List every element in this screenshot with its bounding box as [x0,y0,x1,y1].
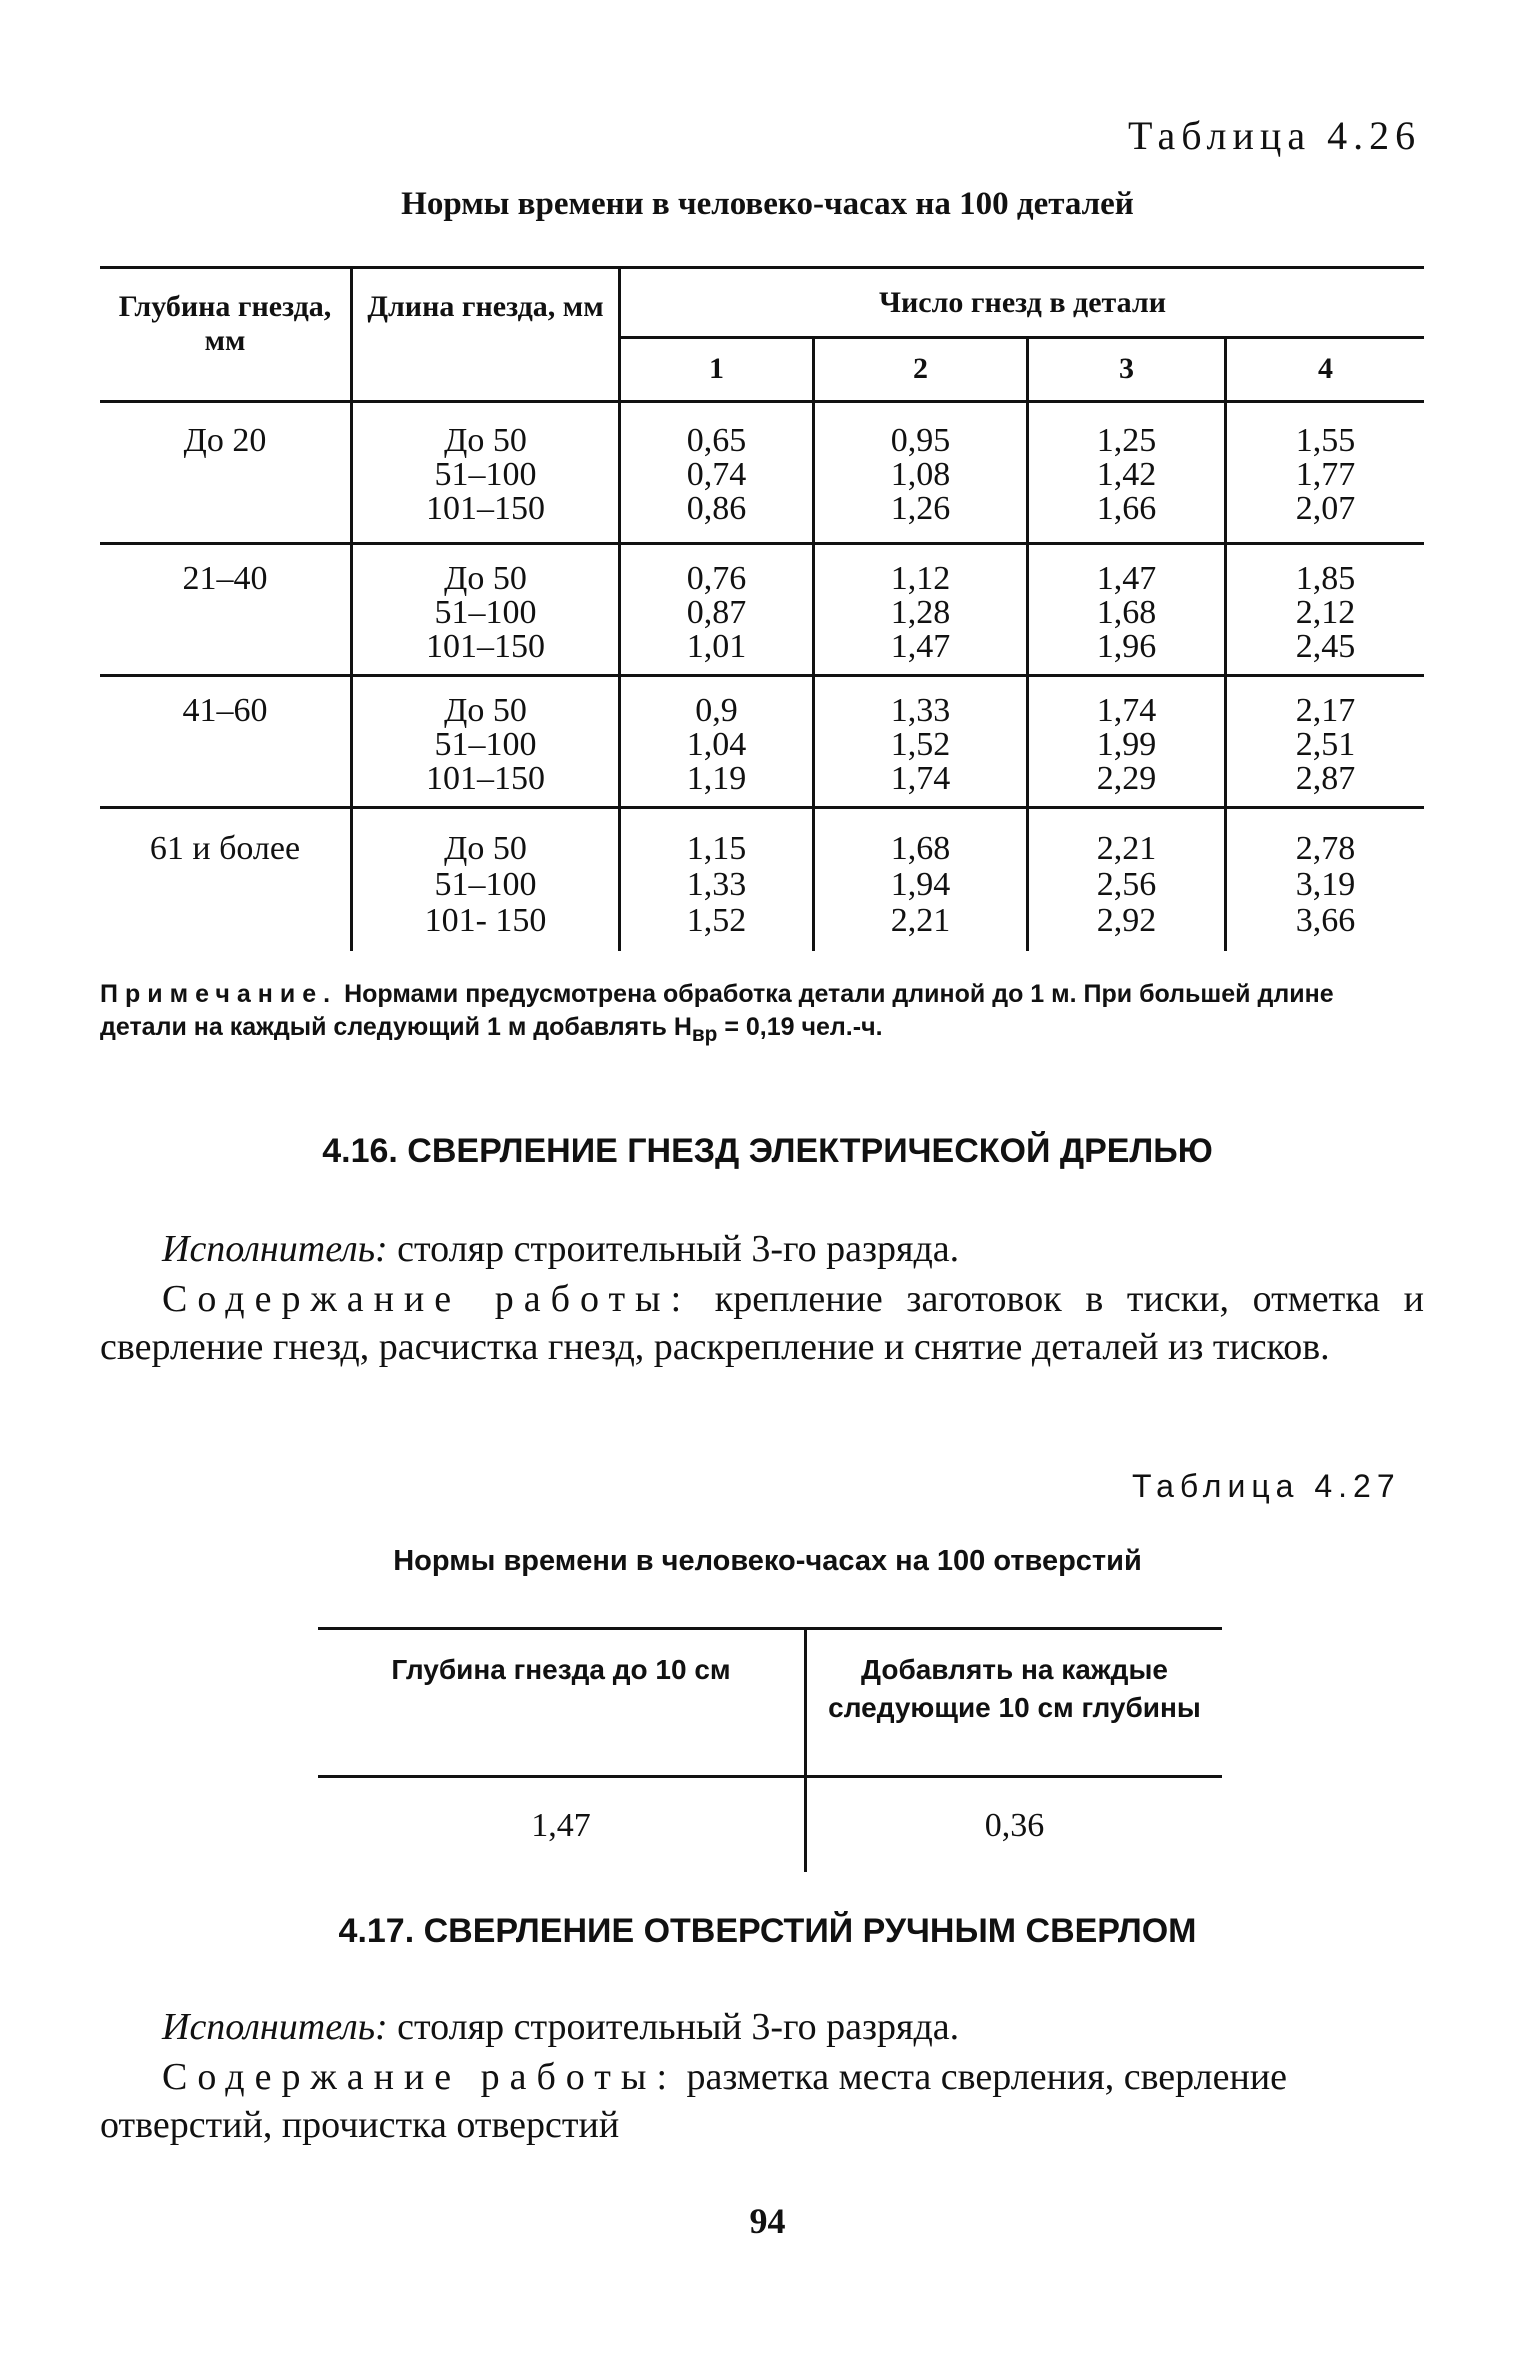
table-cell: 1,52 [890,726,951,763]
table-cell: 1,66 [1096,490,1157,527]
table-cell: 1,68 [890,830,951,867]
row-length: До 50 [444,422,527,459]
table-cell: 2,92 [1096,902,1157,939]
table-cell: 1,04 [686,726,747,763]
page-number: 94 [749,2201,786,2241]
header-depth: Глубина гнезда, мм [118,290,332,357]
table-cell: 0,76 [686,560,747,597]
table-cell: 1,12 [890,560,951,597]
table-cell: 1,74 [890,760,951,797]
table-cell: 1,33 [686,866,747,903]
header-count-4: 4 [1318,352,1333,385]
table-cell: 1,55 [1295,422,1356,459]
header-count-group: Число гнезд в детали [878,286,1167,319]
table-cell: 0,87 [686,594,747,631]
table-cell: 1,96 [1096,628,1157,665]
table-rule-top [318,1627,1222,1630]
row-depth: До 20 [183,422,267,459]
row-length: 101–150 [426,628,545,665]
table-cell: 1,85 [1295,560,1356,597]
table-cell: 0,9 [695,692,738,729]
row-length: 51–100 [434,594,537,631]
section-417-title: 4.17. СВЕРЛЕНИЕ ОТВЕРСТИЙ РУЧНЫМ СВЕРЛОМ [338,1912,1197,1950]
table-rule-header-bottom [318,1775,1222,1778]
section-416-performer [100,1225,1424,1273]
content-label: Содержание работы: [162,2056,678,2098]
table-cell: 1,25 [1096,422,1157,459]
table-cell: 2,78 [1295,830,1356,867]
table-cell: 1,74 [1096,692,1157,729]
table-cell: 2,21 [890,902,951,939]
row-length: До 50 [444,692,527,729]
performer-text: столяр строительный 3-го разряда. [387,1228,960,1270]
table-cell: 1,01 [686,628,747,665]
table-cell: 2,56 [1096,866,1157,903]
section-416-title: 4.16. СВЕРЛЕНИЕ ГНЕЗД ЭЛЕКТРИЧЕСКОЙ ДРЕЛЬЮ [322,1132,1213,1170]
table-cell: 0,74 [686,456,747,493]
performer-label: Исполнитель: [162,2006,388,2048]
table-cell: 1,52 [686,902,747,939]
note-text-end: = 0,19 чел.-ч. [717,1013,883,1041]
table-cell: 1,47 [1096,560,1157,597]
header-count-3: 3 [1119,352,1134,385]
header-count-1: 1 [709,352,724,385]
table-cell: 2,87 [1295,760,1356,797]
performer-text: столяр строительный 3-го разряда. [387,2006,960,2048]
table-427-label: Таблица 4.27 [1132,1468,1401,1504]
section-417-performer [100,2003,1424,2051]
row-length: 101–150 [426,760,545,797]
table-cell: 2,12 [1295,594,1356,631]
table-427-caption: Нормы времени в человеко-часах на 100 отверстий [393,1545,1142,1577]
section-416-content [100,1275,1424,1371]
table-cell: 3,19 [1295,866,1356,903]
row-length: До 50 [444,830,527,867]
header-add-10cm: Добавлять на каждые следующие 10 см глубины [828,1654,1201,1723]
table-cell: 3,66 [1295,902,1356,939]
table-cell: 1,68 [1096,594,1157,631]
table-cell: 2,21 [1096,830,1157,867]
value-depth-10cm: 1,47 [531,1807,591,1844]
table-cell: 2,07 [1295,490,1356,527]
header-length: Длина гнезда, мм [367,290,604,323]
row-depth: 21–40 [182,560,268,597]
table-cell: 1,99 [1096,726,1157,763]
table-cell: 0,65 [686,422,747,459]
content-text: крепление заготовок в тиски, отметка и сверление гнезд, расчистка гнезд, раскрепление и снятие деталей из тисков. [100,1278,1424,1368]
table-cell: 1,26 [890,490,951,527]
table-cell: 1,47 [890,628,951,665]
header-depth-10cm: Глубина гнезда до 10 см [391,1654,731,1685]
note-text: Нормами предусмотрена обработка детали длиной до 1 м. При большей длине детали на каждый следующий 1 м добавлять Н [100,980,1334,1041]
row-length: До 50 [444,560,527,597]
row-length: 51–100 [434,726,537,763]
table-note [100,978,1424,1051]
performer-label: Исполнитель: [162,1228,388,1270]
table-cell: 1,94 [890,866,951,903]
table-426 [100,266,1424,951]
row-depth: 61 и более [149,830,301,867]
table-cell: 2,45 [1295,628,1356,665]
table-cell: 1,08 [890,456,951,493]
row-length: 101–150 [426,490,545,527]
table-cell: 2,51 [1295,726,1356,763]
header-count-2: 2 [913,352,928,385]
table-427 [318,1627,1222,1872]
table-cell: 1,77 [1295,456,1356,493]
row-length: 51–100 [434,866,537,903]
table-cell: 1,15 [686,830,747,867]
table-rule-subheader [620,336,1424,339]
table-rule-top [100,266,1424,269]
note-label: Примечание. [100,980,338,1008]
table-426-caption: Нормы времени в человеко-часах на 100 деталей [401,186,1134,222]
table-cell: 1,28 [890,594,951,631]
table-cell: 2,29 [1096,760,1157,797]
row-length: 51–100 [434,456,537,493]
table-cell: 0,95 [890,422,951,459]
content-text: разметка места сверления, сверление отверстий, прочистка отверстий [100,2056,1288,2146]
row-length: 101- 150 [424,902,547,939]
table-cell: 1,33 [890,692,951,729]
table-cell: 1,42 [1096,456,1157,493]
content-label: Содержание работы: [162,1278,692,1320]
table-cell: 0,86 [686,490,747,527]
table-cell: 1,19 [686,760,747,797]
section-417-content [100,2053,1424,2149]
table-cell: 2,17 [1295,692,1356,729]
row-depth: 41–60 [182,692,268,729]
note-subscript: вр [691,1023,718,1046]
value-add-10cm: 0,36 [984,1807,1045,1844]
table-426-label: Таблица 4.26 [1128,113,1422,158]
